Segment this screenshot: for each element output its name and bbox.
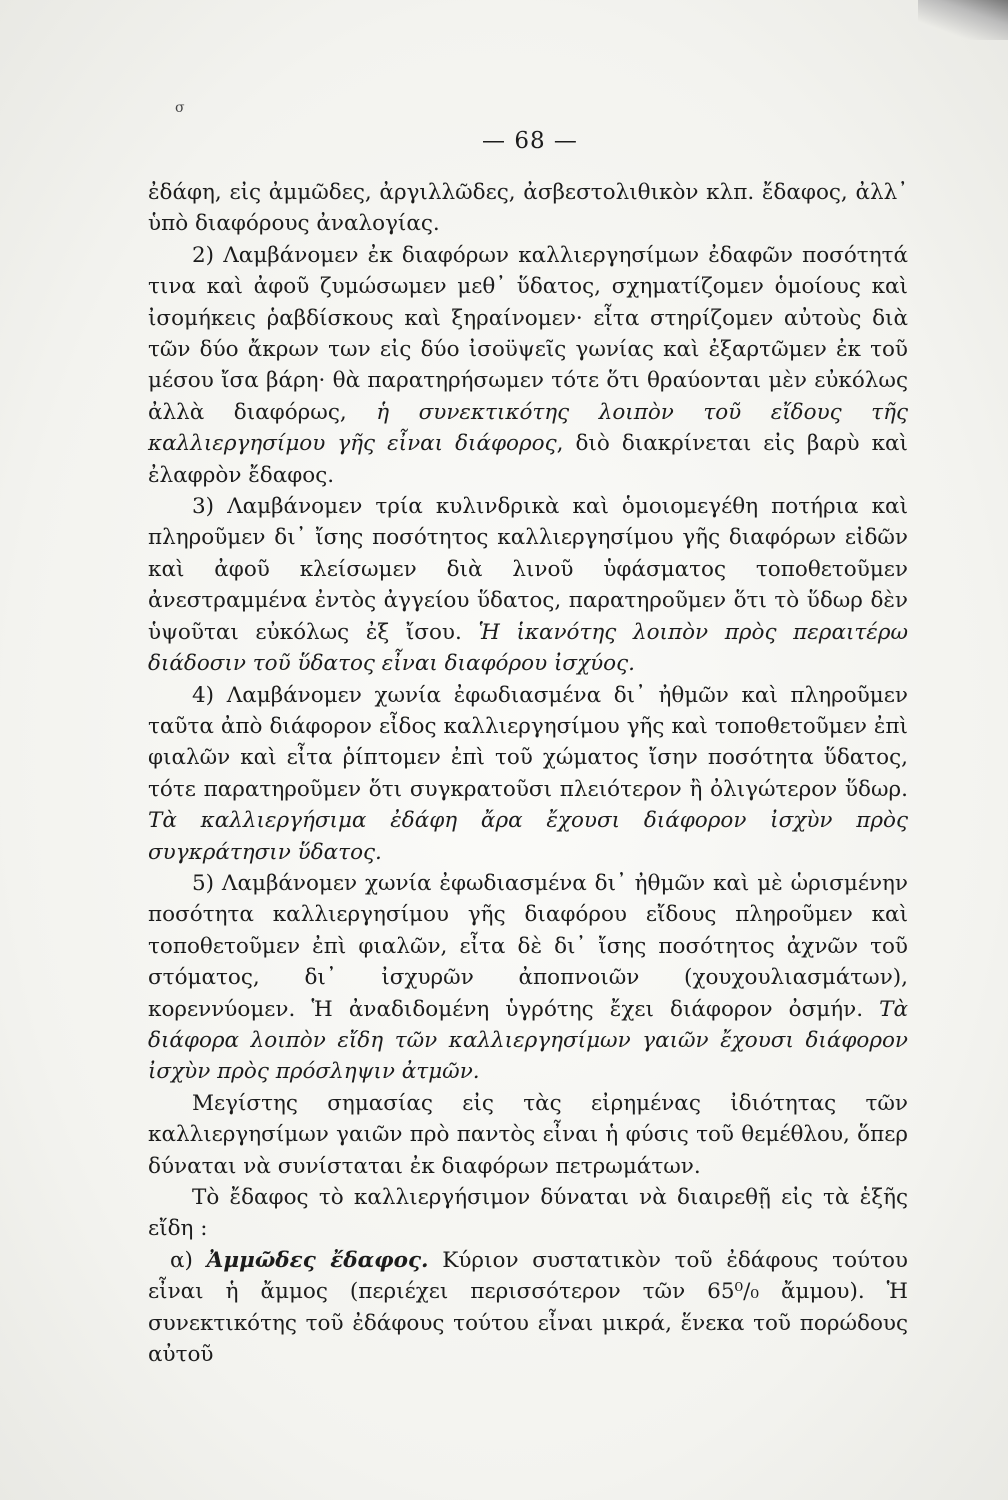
paragraph-4-emphasis: Τὰ καλλιεργήσιμα ἐδάφη ἄρα ἔχουσι διάφορον ἰσχὺν πρὸς συγκράτησιν ὕδατος. [148, 808, 908, 865]
paragraph-2 [148, 240, 908, 491]
paragraph-5-text: 5) Λαμβάνομεν χωνία ἐφωδιασμένα δι᾽ ἠθμῶν καὶ μὲ ὡρισμένην ποσότητα καλλιεργησίμου γῆς διαφόρου εἴδους πληροῦμεν καὶ τοποθετοῦμεν ἐπὶ φιαλῶν, εἶτα δὲ δι᾽ ἴσης ποσότητος ἀχνῶν τοῦ στόματος, δι᾽ ἰσχυρῶν ἀποπνοιῶν (χουχουλιασμάτων), κορεννύομεν. Ἡ ἀναδιδομένη ὑγρότης ἔχει διάφορον ὀσμήν. [148, 870, 908, 1022]
paragraph-8 [148, 1245, 908, 1371]
paragraph-6: Μεγίστης σημασίας εἰς τὰς εἰρημένας ἰδιότητας τῶν καλλιεργησίμων γαιῶν πρὸ παντὸς εἶναι ἡ φύσις τοῦ θεμέθλου, ὅπερ δύναται νὰ συνίσταται ἐκ διαφόρων πετρωμάτων. [148, 1090, 908, 1179]
paragraph-4 [148, 680, 908, 868]
paragraph-2-emphasis: ἡ συνεκτικότης λοιπὸν τοῦ εἴδους τῆς καλλιεργησίμου γῆς εἶναι διάφορος [148, 399, 908, 457]
page-number: — 68 — [482, 128, 578, 154]
paragraph-3-text: 3) Λαμβάνομεν τρία κυλινδρικὰ καὶ ὁμοιομεγέθη ποτήρια καὶ πληροῦμεν δι᾽ ἴσης ποσότητος καλλιεργησίμου γῆς διαφόρων εἰδῶν καὶ ἀφοῦ κλείσωμεν διὰ λινοῦ ὑφάσματος τοποθετοῦμεν ἀνεστραμμένα ἐντὸς ἀγγείου ὕδατος, παρατηροῦμεν ὅτι τὸ ὕδωρ δὲν ὑψοῦται εὐκόλως ἐξ ἴσου. [148, 494, 908, 645]
paragraph-5 [148, 868, 908, 1088]
paragraph-7: Τὸ ἔδαφος τὸ καλλιεργήσιμον δύναται νὰ διαιρεθῇ εἰς τὰ ἑξῆς εἴδη : [148, 1185, 908, 1242]
body-text [148, 177, 908, 1370]
paragraph-1: ἐδάφη, εἰς ἀμμῶδες, ἀργιλλῶδες, ἀσβεστολιθικὸν κλπ. ἔδαφος, ἀλλ᾽ ὑπὸ διαφόρους ἀναλογίας. [148, 180, 908, 237]
list-label-a: α) [170, 1247, 207, 1273]
stray-ink-mark: σ [175, 100, 185, 116]
page-corner-shadow [918, 0, 1008, 40]
paragraph-3-emphasis: Ἡ ἱκανότης λοιπὸν πρὸς περαιτέρω διάδοσιν τοῦ ὕδατος εἶναι διαφόρου ἰσχύος. [148, 619, 908, 677]
section-heading-sandy-soil: Ἀμμῶδες ἔδαφος. [206, 1247, 429, 1273]
paragraph-2-end: , διὸ διακρίνεται εἰς βαρὺ καὶ ἐλαφρὸν ἔδαφος. [148, 431, 908, 488]
paragraph-5-emphasis: Τὰ διάφορα λοιπὸν εἴδη τῶν καλλιεργησίμων γαιῶν ἔχουσι διάφορον ἰσχὺν πρὸς πρόσληψιν ἀτμῶν. [148, 996, 908, 1085]
paragraph-8-text: Κύριον συστατικὸν τοῦ ἐδάφους τούτου εἶναι ἡ ἄμμος (περιέχει περισσότερον τῶν 65⁰/₀ ἄμμου). Ἡ συνεκτικότης τοῦ ἐδάφους τούτου εἶναι μικρά, ἕνεκα τοῦ πορώδους αὐτοῦ [148, 1247, 909, 1368]
paragraph-4-text: 4) Λαμβάνομεν χωνία ἐφωδιασμένα δι᾽ ἠθμῶν καὶ πληροῦμεν ταῦτα ἀπὸ διάφορον εἶδος καλλιεργησίμου γῆς καὶ τοποθετοῦμεν ἐπὶ φιαλῶν καὶ εἶτα ῥίπτομεν ἐπὶ τοῦ χώματος ἴσην ποσότητα ὕδατος, τότε παρατηροῦμεν ὅτι συγκρατοῦσι πλειότερον ἢ ὀλιγώτερον ὕδωρ. [148, 682, 908, 802]
paragraph-2-text: 2) Λαμβάνομεν ἐκ διαφόρων καλλιεργησίμων ἐδαφῶν ποσότητά τινα καὶ ἀφοῦ ζυμώσωμεν μεθ᾽ ὕδατος, σχηματίζομεν ὁμοίους καὶ ἰσομήκεις ῥαβδίσκους καὶ ξηραίνομεν· εἶτα στηρίζομεν αὐτοὺς διὰ τῶν δύο ἄκρων των εἰς δύο ἰσοϋψεῖς γωνίας καὶ ἐξαρτῶμεν ἐκ τοῦ μέσου ἴσα βάρη· θὰ παρατηρήσωμεν τότε ὅτι θραύονται μὲν εὐκόλως ἀλλὰ διαφόρως, [148, 242, 908, 425]
paragraph-3 [148, 491, 908, 679]
